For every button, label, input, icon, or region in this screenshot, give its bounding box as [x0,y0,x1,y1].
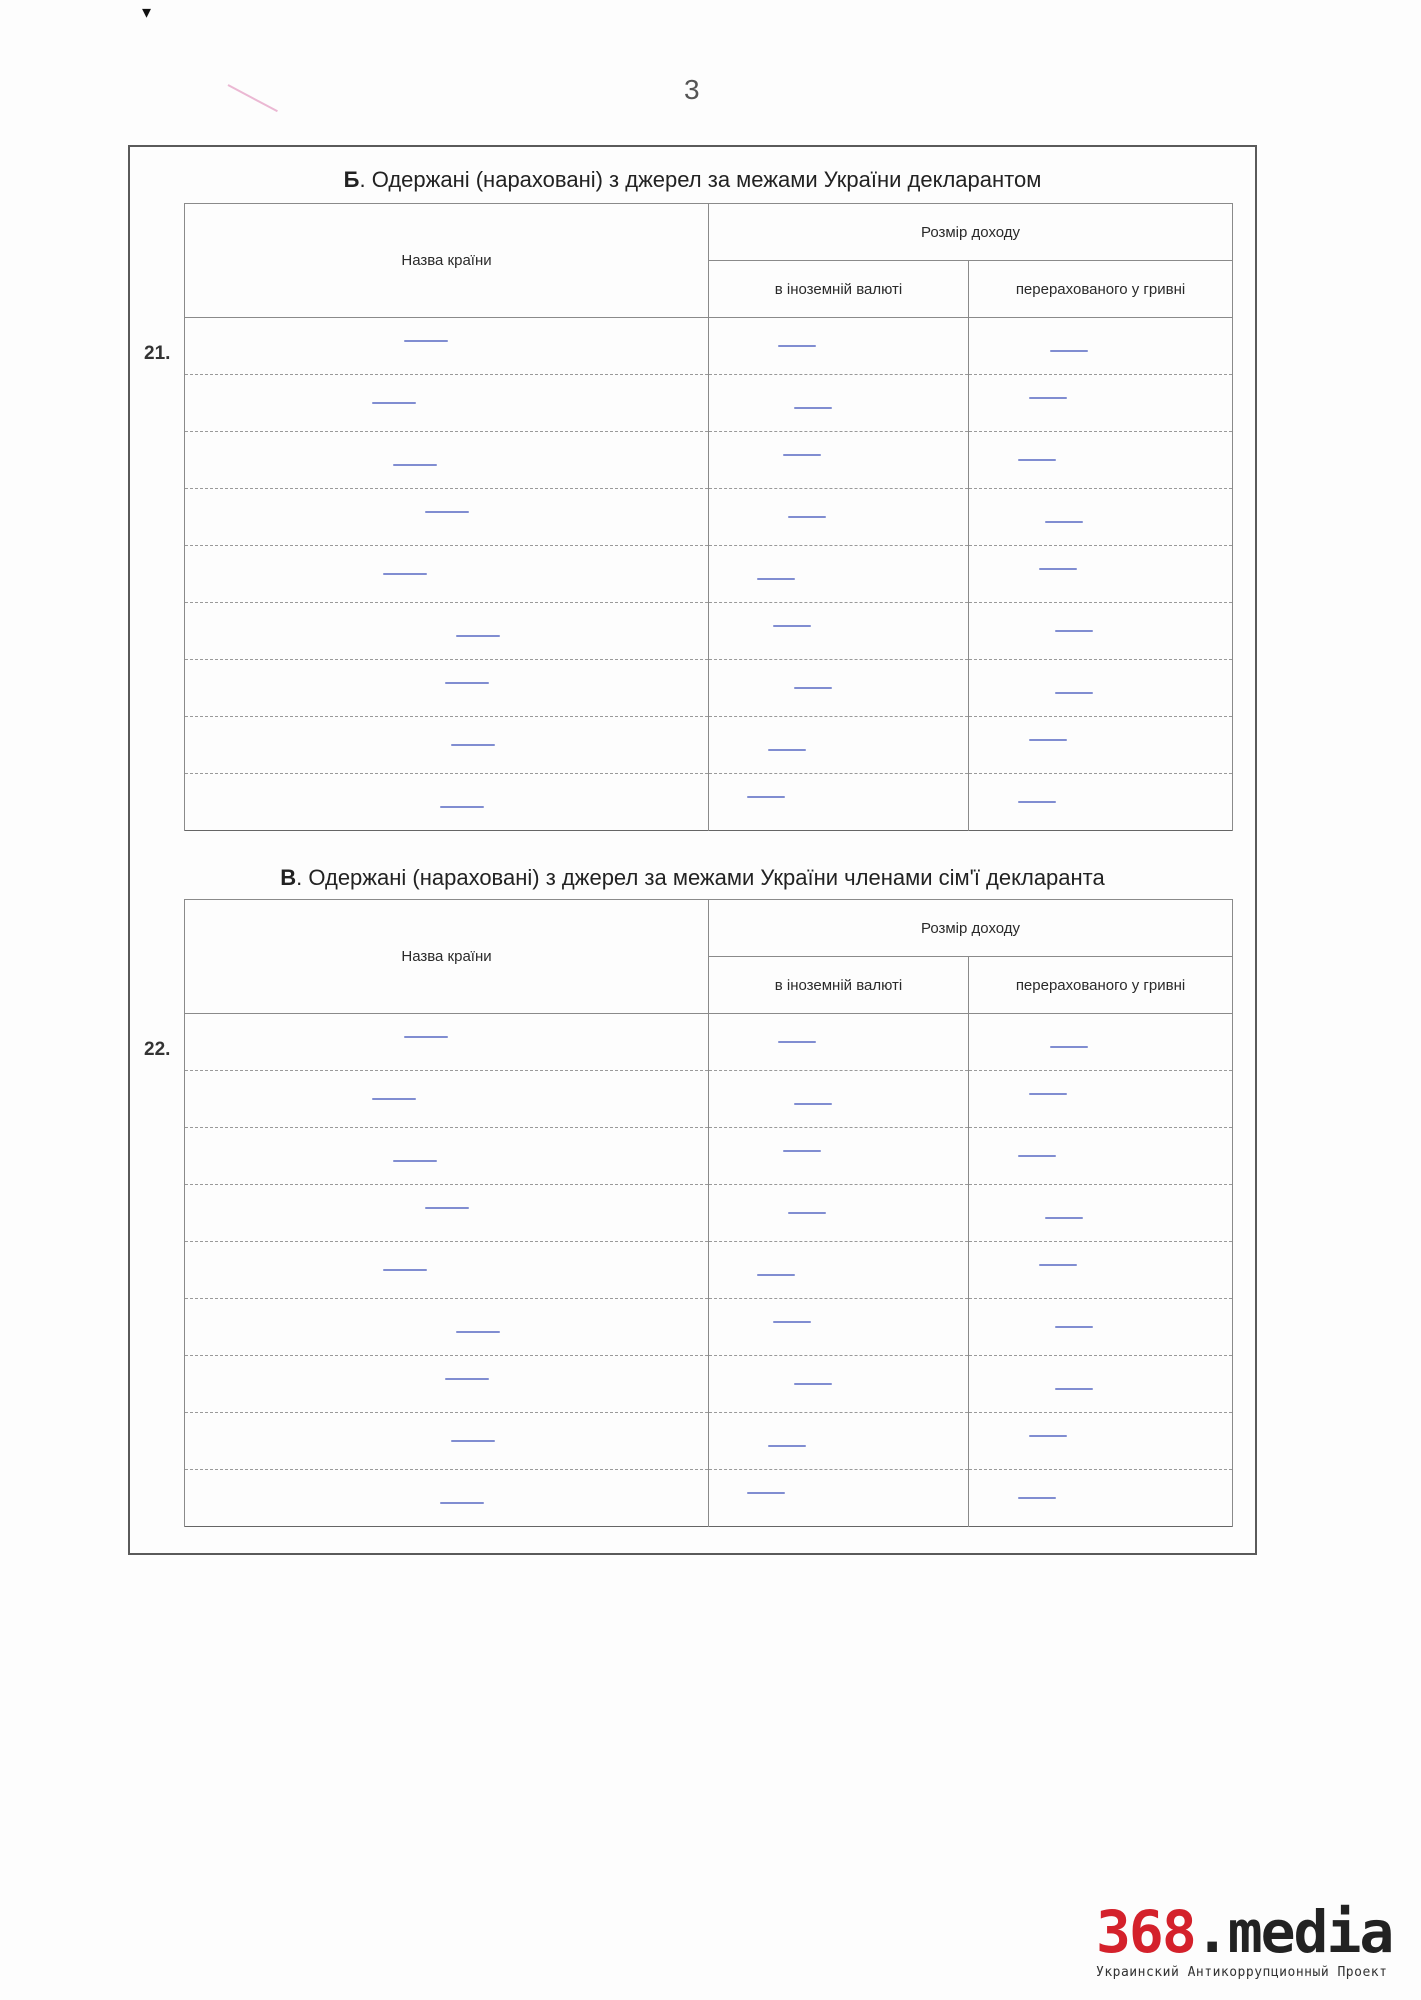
handwritten-dash [783,1150,821,1152]
handwritten-dash [372,1098,416,1100]
section-v-table [184,899,1233,1527]
section-v-row [185,1014,1233,1071]
handwritten-dash [794,687,832,689]
section-b-cell-uah [969,489,1233,546]
section-v-cell-country [185,1356,709,1413]
section-v-cell-uah [969,1014,1233,1071]
section-v-row [185,1071,1233,1128]
handwritten-dash [393,1160,437,1162]
handwritten-dash [1029,1435,1067,1437]
handwritten-dash [1018,459,1056,461]
handwritten-dash [1055,630,1093,632]
handwritten-dash [794,1383,832,1385]
handwritten-dash [372,402,416,404]
section-b-row [185,318,1233,375]
section-b-cell-foreign-currency [709,489,969,546]
section-v-cell-country [185,1128,709,1185]
handwritten-dash [445,682,489,684]
handwritten-dash [425,1207,469,1209]
declaration-frame [128,145,1257,1555]
section-v-cell-uah [969,1242,1233,1299]
handwritten-dash [778,1041,816,1043]
section-v-cell-foreign-currency [709,1242,969,1299]
section-b-cell-foreign-currency [709,432,969,489]
handwritten-dash [747,796,785,798]
section-v-letter: В [280,865,297,890]
handwritten-dash [768,749,806,751]
section-b-cell-foreign-currency [709,660,969,717]
handwritten-dash [783,454,821,456]
section-v-cell-country [185,1014,709,1071]
section-b-cell-uah [969,432,1233,489]
section-b-row [185,375,1233,432]
logo-number: 368 [1096,1898,1195,1966]
handwritten-dash [1055,692,1093,694]
section-v-row [185,1128,1233,1185]
section-v-cell-foreign-currency [709,1356,969,1413]
handwritten-dash [404,340,448,342]
header-uah: перерахованого у гривні [969,261,1233,318]
header-country: Назва країни [185,900,709,1014]
handwritten-dash [440,806,484,808]
handwritten-dash [1018,801,1056,803]
section-b-row [185,660,1233,717]
section-b-cell-foreign-currency [709,546,969,603]
handwritten-dash [773,1321,811,1323]
section-b-title [130,167,1255,193]
section-v-cell-foreign-currency [709,1071,969,1128]
section-b-cell-country [185,375,709,432]
handwritten-dash [778,345,816,347]
section-b-row [185,717,1233,774]
section-b-row [185,489,1233,546]
handwritten-dash [393,464,437,466]
header-foreign-currency: в іноземній валюті [709,957,969,1014]
section-b-cell-uah [969,603,1233,660]
header-foreign-currency: в іноземній валюті [709,261,969,318]
section-b-cell-country [185,603,709,660]
pink-stray-mark [228,84,278,112]
handwritten-dash [1050,350,1088,352]
section-b-rows [185,318,1233,831]
section-v-cell-uah [969,1356,1233,1413]
section-b-cell-country [185,546,709,603]
section-b-letter: Б [343,167,360,192]
section-v-cell-foreign-currency [709,1413,969,1470]
section-v-cell-country [185,1413,709,1470]
section-b-cell-foreign-currency [709,603,969,660]
handwritten-dash [451,1440,495,1442]
handwritten-dash [788,1212,826,1214]
handwritten-dash [1029,1093,1067,1095]
section-b-cell-foreign-currency [709,375,969,432]
section-v-row [185,1242,1233,1299]
page-number: 3 [684,74,700,105]
handwritten-dash [773,625,811,627]
section-b-cell-country [185,432,709,489]
section-b-cell-uah [969,774,1233,831]
handwritten-dash [383,573,427,575]
handwritten-dash [440,1502,484,1504]
header-income-size: Розмір доходу [709,204,1233,261]
section-v-cell-country [185,1470,709,1527]
section-b-cell-uah [969,660,1233,717]
handwritten-dash [794,1103,832,1105]
section-v-cell-country [185,1299,709,1356]
section-v-cell-uah [969,1185,1233,1242]
handwritten-dash [747,1492,785,1494]
handwritten-dash [1055,1326,1093,1328]
handwritten-dash [456,1331,500,1333]
handwritten-dash [1029,397,1067,399]
section-b-cell-uah [969,375,1233,432]
handwritten-dash [456,635,500,637]
section-v-cell-uah [969,1128,1233,1185]
section-b-cell-uah [969,318,1233,375]
section-v-row [185,1299,1233,1356]
section-v-cell-uah [969,1413,1233,1470]
handwritten-dash [1039,568,1077,570]
handwritten-dash [451,744,495,746]
section-v-row [185,1185,1233,1242]
handwritten-dash [383,1269,427,1271]
handwritten-dash [1050,1046,1088,1048]
section-b-cell-country [185,489,709,546]
section-v-cell-country [185,1242,709,1299]
handwritten-dash [425,511,469,513]
section-b-row [185,774,1233,831]
section-v-cell-uah [969,1071,1233,1128]
section-b-cell-country [185,774,709,831]
section-v-cell-country [185,1071,709,1128]
section-v-cell-country [185,1185,709,1242]
section-v-row [185,1413,1233,1470]
logo-word: media [1227,1898,1393,1966]
section-v-cell-uah [969,1470,1233,1527]
row-number-22: 22. [144,1039,171,1060]
section-b-title-text: . Одержані (нараховані) з джерел за межами України декларантом [359,167,1042,192]
section-v-cell-foreign-currency [709,1470,969,1527]
handwritten-dash [757,578,795,580]
section-b-cell-foreign-currency [709,717,969,774]
section-v-rows [185,1014,1233,1527]
section-b-row [185,546,1233,603]
section-b-table [184,203,1233,831]
handwritten-dash [1045,521,1083,523]
handwritten-dash [1018,1497,1056,1499]
handwritten-dash [1045,1217,1083,1219]
logo-tagline: Украинский Антикоррупционный Проект [1096,1965,1388,1980]
section-b-cell-uah [969,717,1233,774]
section-b-cell-foreign-currency [709,318,969,375]
section-b-cell-foreign-currency [709,774,969,831]
section-v-cell-foreign-currency [709,1128,969,1185]
logo-dot: . [1194,1898,1228,1966]
handwritten-dash [1018,1155,1056,1157]
368-media-watermark-logo [1096,1898,1414,1998]
handwritten-dash [788,516,826,518]
section-b-row [185,432,1233,489]
handwritten-dash [445,1378,489,1380]
handwritten-dash [1055,1388,1093,1390]
row-number-21: 21. [144,343,171,364]
section-v-row [185,1356,1233,1413]
section-b-cell-country [185,660,709,717]
handwritten-dash [1039,1264,1077,1266]
section-b-cell-uah [969,546,1233,603]
stray-ink-mark: ▾ [142,2,152,22]
section-b-cell-country [185,717,709,774]
header-uah: перерахованого у гривні [969,957,1233,1014]
section-v-cell-foreign-currency [709,1185,969,1242]
handwritten-dash [757,1274,795,1276]
handwritten-dash [768,1445,806,1447]
handwritten-dash [794,407,832,409]
section-v-row [185,1470,1233,1527]
header-income-size: Розмір доходу [709,900,1233,957]
section-v-title-text: . Одержані (нараховані) з джерел за межами України членами сім'ї декларанта [296,865,1105,890]
section-b-row [185,603,1233,660]
header-country: Назва країни [185,204,709,318]
section-v-cell-uah [969,1299,1233,1356]
handwritten-dash [1029,739,1067,741]
section-v-title [130,865,1255,891]
section-b-cell-country [185,318,709,375]
handwritten-dash [404,1036,448,1038]
section-v-cell-foreign-currency [709,1299,969,1356]
section-v-cell-foreign-currency [709,1014,969,1071]
